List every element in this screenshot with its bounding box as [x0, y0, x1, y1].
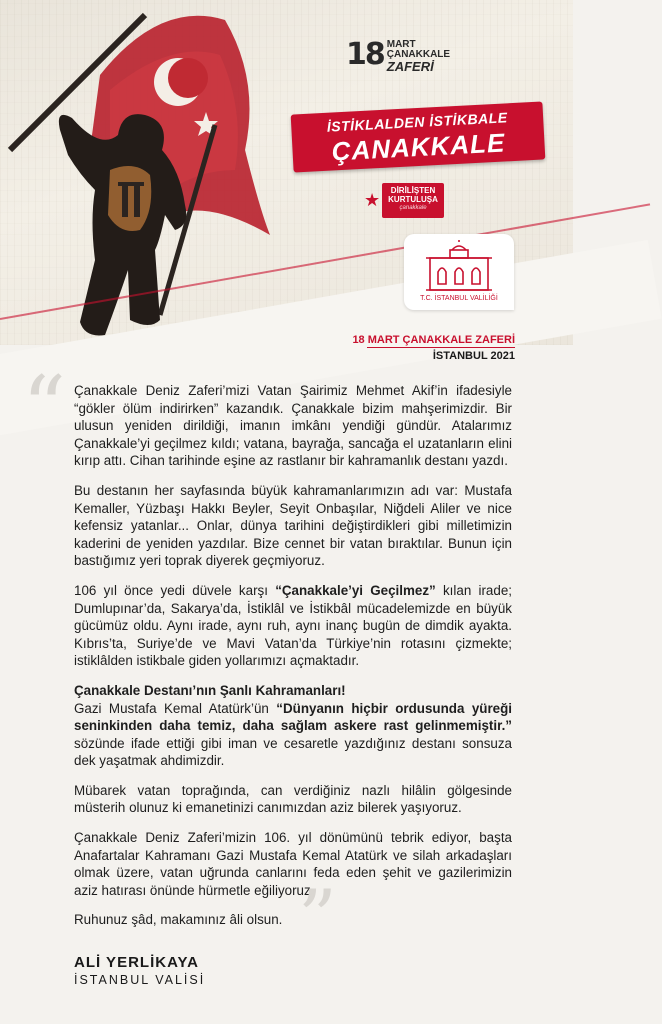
event-place-year: İSTANBUL 2021	[432, 350, 515, 362]
logo-line-victory: ZAFERİ	[386, 59, 434, 74]
badge-sub: çanakkale	[399, 204, 427, 211]
badge-line2: KURTULUŞA	[388, 194, 438, 204]
p4-text-a: Gazi Mustafa Kemal Atatürk’ün	[74, 700, 277, 716]
governorship-label: T.C. İSTANBUL VALİLİĞİ	[420, 295, 498, 302]
event-logo	[346, 37, 451, 74]
logo-line-place: ÇANAKKALE	[386, 49, 451, 60]
p4-heading: Çanakkale Destanı’nın Şanlı Kahramanları!	[74, 682, 346, 698]
star-icon: ★	[364, 189, 381, 210]
event-date-title: 18 MART ÇANAKKALE ZAFERİ	[352, 334, 515, 346]
close-quote-icon: ”	[298, 873, 337, 962]
paragraph-2: Bu destanın her sayfasında büyük kahramanlarımızın adı var: Mustafa Kemaller, Yüzbaşı Hakkı Beyler, Seyit Onbaşılar, Niğdeli Aliler ve nice kefensiz yatanlar... Onlar, dünya tarihini değiştirdikleri gibi milletimizin kaderini de yeniden yazdılar. Bize cennet bir vatan bıraktılar. Bunun için bastığımız yeri toprak diyerek geçmiyoruz.	[74, 482, 512, 569]
logo-text	[387, 40, 450, 73]
p4-bold-quote: “Dünyanın hiçbir ordusunda yüreği seninkinden daha temiz, daha sağlam askere rast gelinmemiştir.”	[74, 700, 513, 734]
header-banner	[0, 0, 573, 362]
logo-line-month: MART	[386, 39, 416, 50]
paragraph-5: Mübarek vatan toprağında, can verdiğiniz nazlı hilâlin gölgesinde müsterih olunuz ki emanetinizi canımızdan aziz bilerek yaşıyoruz.	[74, 782, 512, 816]
banner-subtitle: İSTİKLALDEN İSTİKBALE	[326, 109, 508, 135]
building-icon	[422, 240, 496, 294]
open-quote-icon: “	[22, 358, 66, 458]
p3-text-a: 106 yıl önce yedi düvele karşı	[74, 582, 276, 598]
governorship-logo	[404, 234, 514, 310]
paragraph-6: Çanakkale Deniz Zaferi’mizin 106. yıl dönümünü tebrik ediyor, başta Anafartalar Kahramanı Gazi Mustafa Kemal Atatürk ve silah arkadaşları olmak üzere, vatan uğrunda canlarını feda eden şehit ve gazilerimizin aziz hatırası önünde hürmetle eğiliyoruz.	[74, 830, 512, 898]
signatory-title: İSTANBUL VALİSİ	[74, 973, 206, 987]
paragraph-4	[74, 682, 512, 770]
signature-block	[74, 954, 205, 987]
letter-body	[74, 382, 512, 941]
badge-box	[382, 183, 444, 218]
logo-number: 18	[346, 37, 384, 72]
p4-text-b: sözünde ifade ettiği gibi iman ve cesaretle yazdığınız destanı sonsuza dek yaşatmak ahdimizdir.	[74, 735, 512, 769]
badge-line1: DİRİLİŞTEN	[390, 185, 436, 195]
paragraph-3	[74, 582, 512, 670]
banner-title: ÇANAKKALE	[331, 127, 507, 167]
diriliş-badge	[364, 185, 444, 215]
p3-bold-quote: “Çanakkale’yi Geçilmez”	[275, 582, 436, 598]
signatory-name: ALİ YERLİKAYA	[74, 954, 199, 971]
paragraph-1: Çanakkale Deniz Zaferi’mizi Vatan Şairimiz Mehmet Akif’in ifadesiyle “gökler ölüm indirirken” kazandık. Çanakkale bizim mahşerimizdir. Bir ulusun yeniden dirildiği, imanın imkânı yendiği gündür. Atalarımız Çanakkale’yi geçilmez kıldı; vatana, bayrağa, sancağa el uzatanların elini kırıp attı. Cihan tarihinde eşine az rastlanır bir kahramanlık destanı yazdı.	[74, 383, 512, 469]
date-divider	[367, 347, 515, 348]
p3-text-b: kılan irade; Dumlupınar’da, Sakarya’da, İstiklâl ve İstikbâl mücadelemizde en büyük gücümüz oldu. Aynı irade, aynı ruh, aynı inanç bugün de dimdik ayakta. Kıbrıs’ta, Suriye’de ve Mavi Vatan’da Türkiye’nin rotasını çizmekte; istiklâlden istikbale giden yollarımızı açmaktadır.	[74, 582, 512, 669]
paragraph-7: Ruhunuz şâd, makamınız âli olsun.	[74, 912, 283, 928]
